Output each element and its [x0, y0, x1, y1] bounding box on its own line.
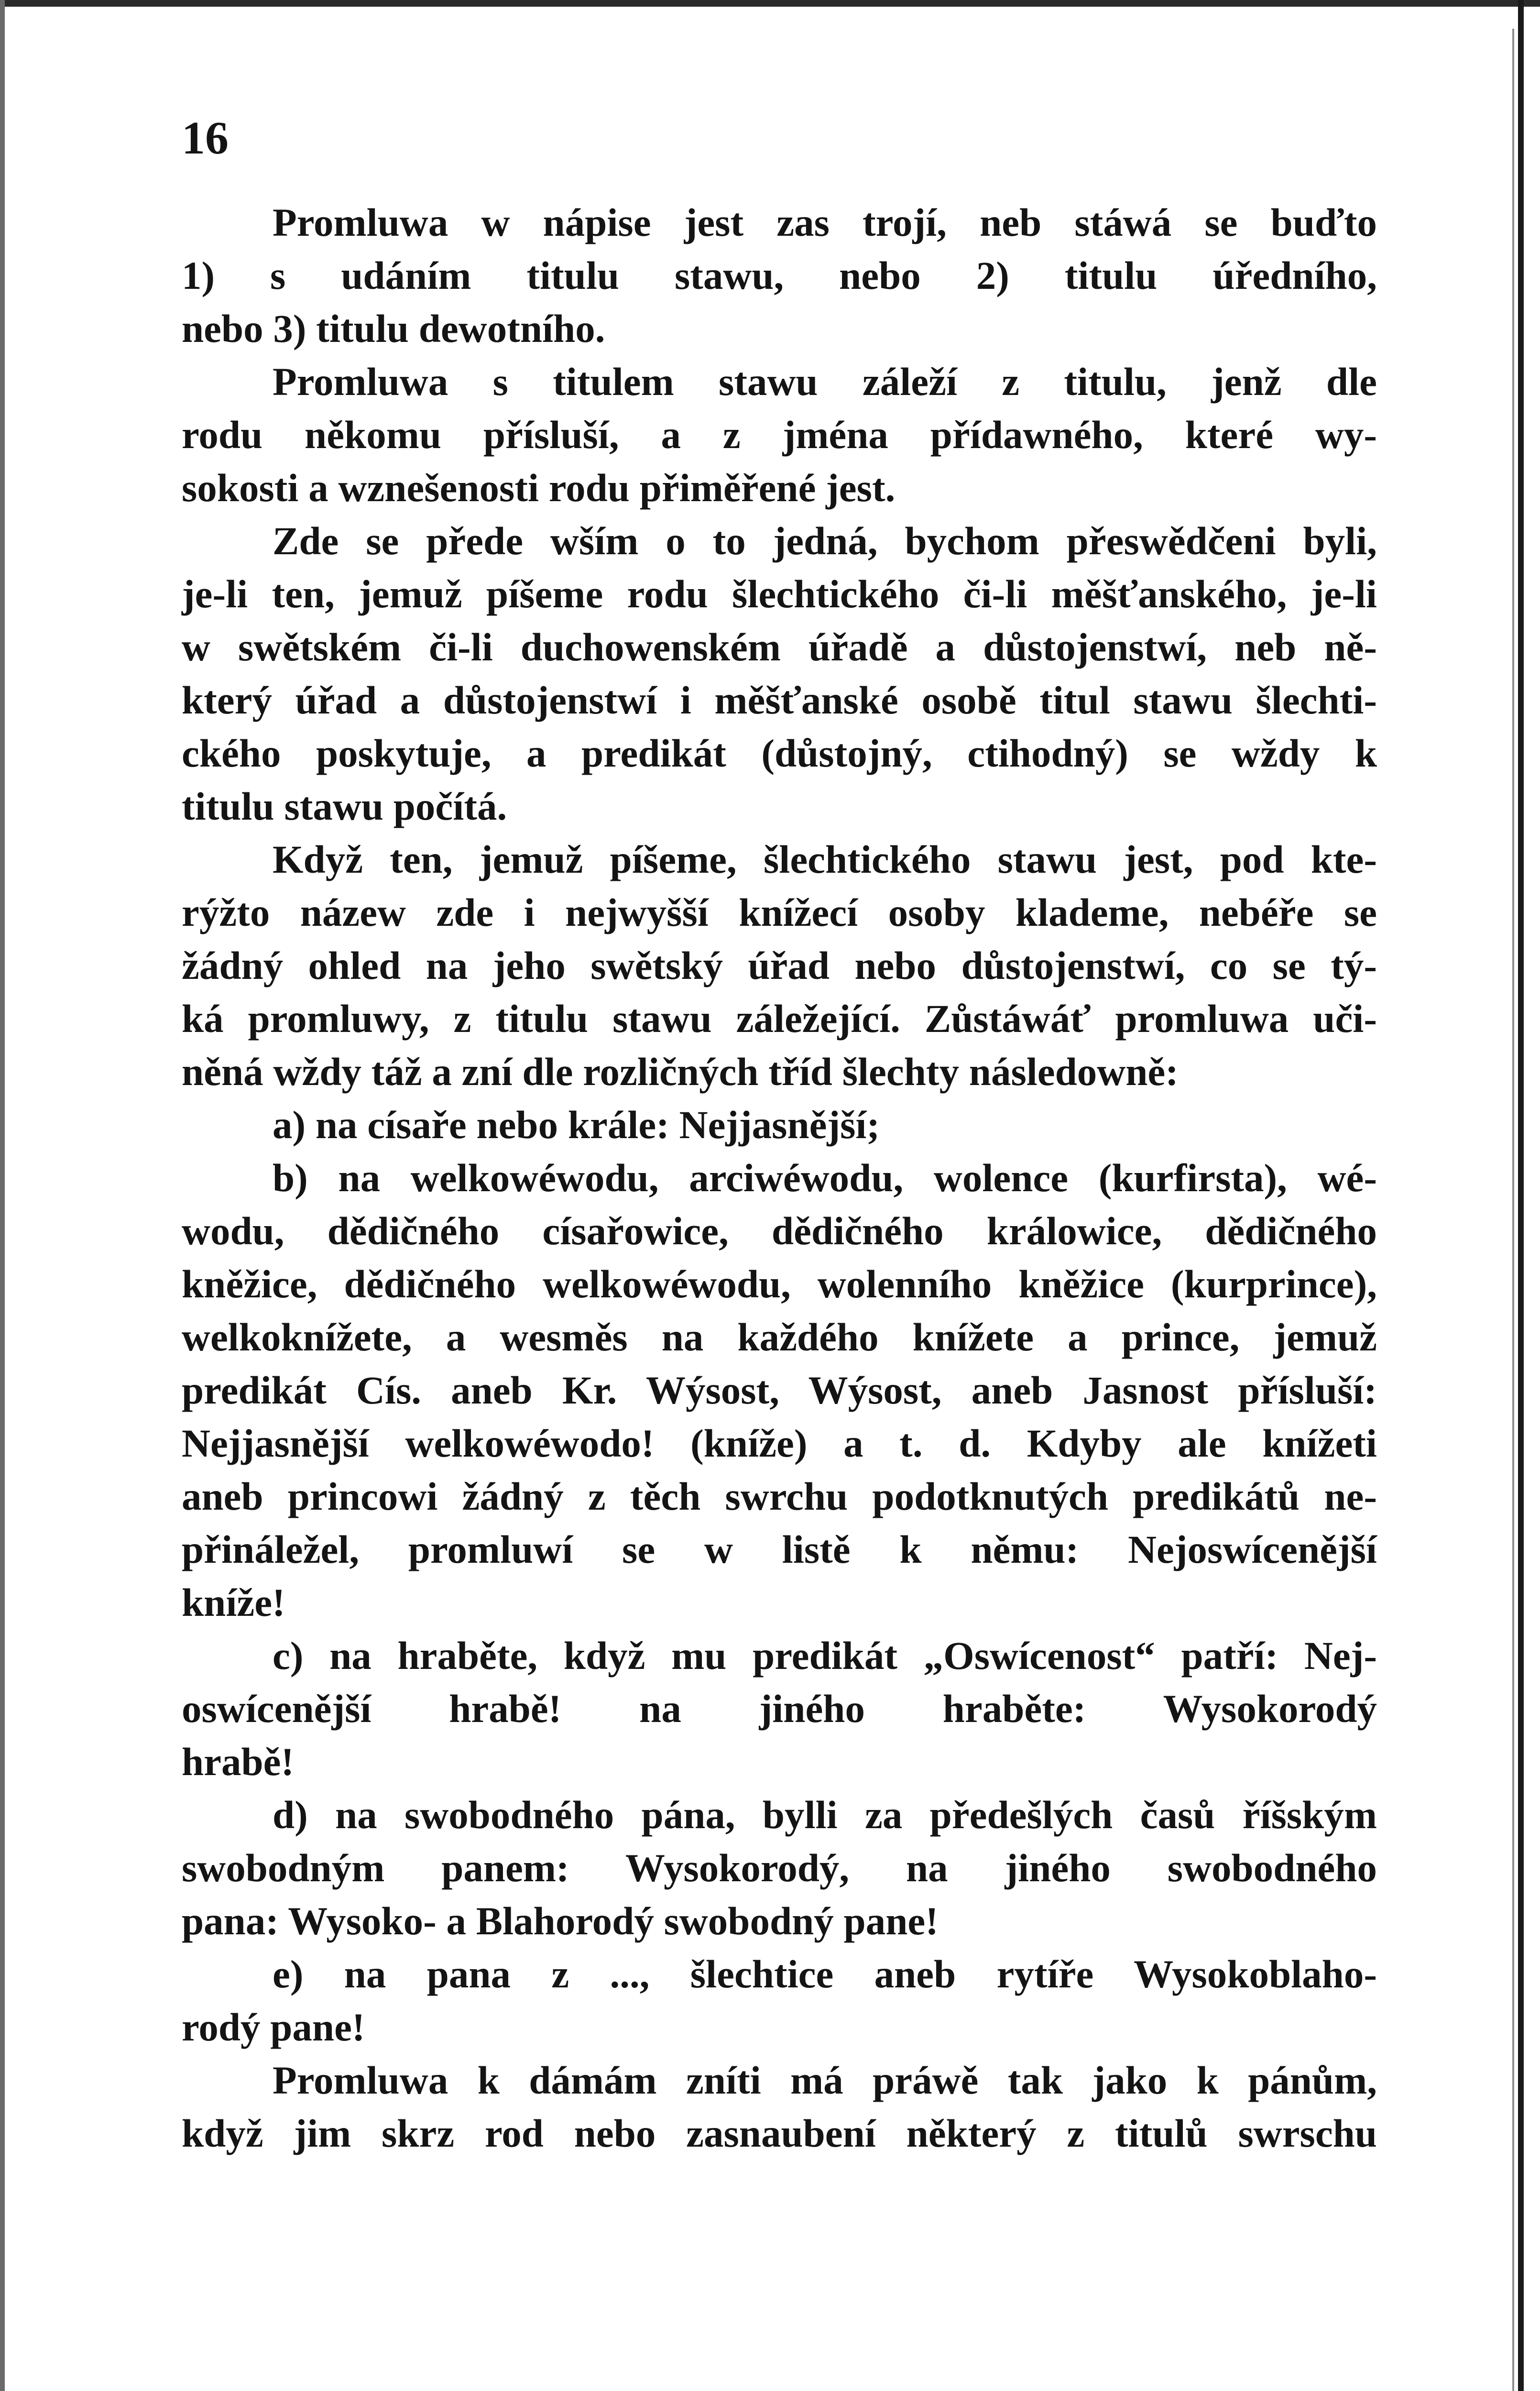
text-line: žádný ohled na jeho swětský úřad nebo důstojenstwí, co se tý-: [182, 943, 1377, 987]
text-line: a) na císaře nebo krále: Nejjasnější;: [273, 1103, 880, 1147]
text-line: Nejjasnější welkowéwodo! (kníže) a t. d. Kdyby ale knížeti: [182, 1421, 1377, 1465]
text-line: něná wždy táž a zní dle rozličných tříd šlechty následowně:: [182, 1050, 1179, 1094]
text-line: c) na hraběte, když mu predikát „Oswícenost“ patří: Nej-: [273, 1634, 1377, 1678]
text-line: který úřad a důstojenstwí i měšťanské osobě titul stawu šlechti-: [182, 678, 1377, 722]
text-line: nebo 3) titulu dewotního.: [182, 307, 605, 351]
text-line: w swětském či-li duchowenském úřadě a důstojenstwí, neb ně-: [182, 625, 1377, 669]
text-line: b) na welkowéwodu, arciwéwodu, wolence (kurfirsta), wé-: [273, 1156, 1377, 1200]
text-line: predikát Cís. aneb Kr. Wýsost, Wýsost, aneb Jasnost přísluší:: [182, 1368, 1377, 1412]
scan-border-right: [1518, 0, 1524, 2391]
page-number: 16: [182, 112, 229, 164]
text-line: swobodným panem: Wysokorodý, na jiného swobodného: [182, 1846, 1377, 1890]
text-line: sokosti a wznešenosti rodu přiměřené jest.: [182, 466, 896, 510]
page-body-text: [182, 196, 1377, 2160]
text-line: rýžto názew zde i nejwyšší knížecí osoby klademe, nebéře se: [182, 890, 1377, 934]
text-line: Když ten, jemuž píšeme, šlechtického stawu jest, pod kte-: [273, 837, 1377, 881]
text-line: hrabě!: [182, 1740, 295, 1784]
text-line: oswícenější hrabě! na jiného hraběte: Wysokorodý: [182, 1687, 1377, 1731]
scan-border-left: [0, 0, 5, 2391]
text-line: kněžice, dědičného welkowéwodu, wolenního kněžice (kurprince),: [182, 1262, 1377, 1306]
text-line: e) na pana z ..., šlechtice aneb rytíře Wysokoblaho-: [273, 1952, 1377, 1996]
text-line: rodu někomu přísluší, a z jména přídawného, které wy-: [182, 413, 1377, 457]
text-line: d) na swobodného pána, bylli za předešlých časů říšským: [273, 1793, 1377, 1837]
scan-border-right-shadow: [1512, 29, 1514, 2391]
text-line: Zde se přede wším o to jedná, bychom přeswědčeni byli,: [273, 519, 1377, 563]
text-line: 1) s udáním titulu stawu, nebo 2) titulu úředního,: [182, 253, 1377, 297]
text-line: aneb princowi žádný z těch swrchu podotknutých predikátů ne-: [182, 1474, 1377, 1518]
text-line: když jim skrz rod nebo zasnaubení některý z titulů swrschu: [182, 2111, 1377, 2155]
text-line: ká promluwy, z titulu stawu záležející. Zůstáwáť promluwa uči-: [182, 997, 1377, 1041]
text-line: welkoknížete, a wesměs na každého knížete a prince, jemuž: [182, 1315, 1377, 1359]
text-line: je-li ten, jemuž píšeme rodu šlechtického či-li měšťanského, je-li: [182, 572, 1377, 616]
text-line: Promluwa w nápise jest zas trojí, neb stáwá se buďto: [273, 200, 1377, 244]
text-line: Promluwa s titulem stawu záleží z titulu, jenž dle: [273, 360, 1377, 404]
text-line: přináležel, promluwí se w listě k němu: Nejoswícenější: [182, 1527, 1377, 1571]
text-line: titulu stawu počítá.: [182, 784, 507, 828]
text-line: Promluwa k dámám zníti má práwě tak jako k pánům,: [273, 2058, 1377, 2102]
scan-border-top: [0, 0, 1540, 7]
text-line: rodý pane!: [182, 2005, 365, 2049]
text-line: pana: Wysoko- a Blahorodý swobodný pane!: [182, 1899, 939, 1943]
text-line: kníže!: [182, 1580, 285, 1624]
text-line: ckého poskytuje, a predikát (důstojný, ctihodný) se wždy k: [182, 731, 1377, 775]
text-line: wodu, dědičného císařowice, dědičného králowice, dědičného: [182, 1209, 1377, 1253]
